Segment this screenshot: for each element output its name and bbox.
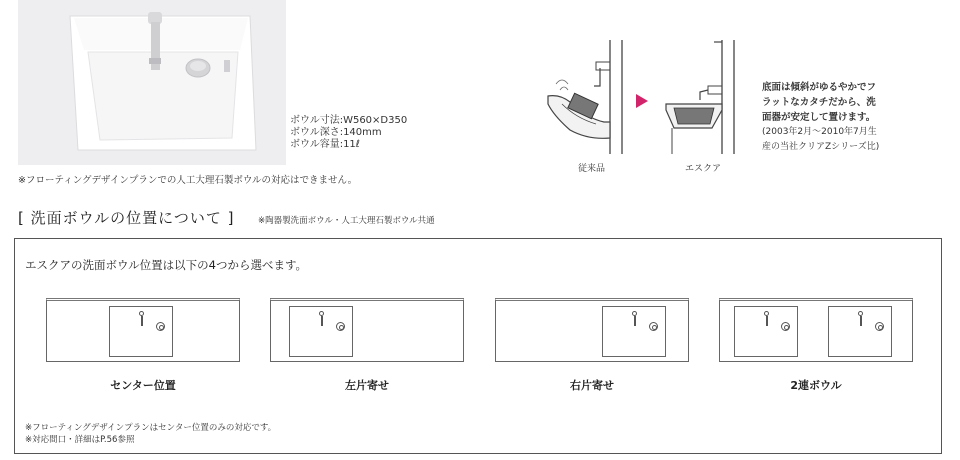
bowl-depth: ボウル深さ:140mm xyxy=(290,127,382,138)
arrow-icon xyxy=(636,94,648,108)
footnotes xyxy=(25,422,276,446)
bowl-diagram xyxy=(109,306,173,357)
bowl-specs xyxy=(290,115,407,151)
option-double xyxy=(719,298,913,393)
counter-diagram xyxy=(46,298,240,362)
footnote: ※フローティングデザインプランはセンター位置のみの対応です。 xyxy=(25,423,277,433)
bowl-size: ボウル寸法:W560×D350 xyxy=(290,115,408,126)
description-line: 面器が安定して置けます。 xyxy=(762,112,876,123)
drain-icon xyxy=(649,322,658,331)
option-left xyxy=(270,298,464,393)
drain-icon xyxy=(336,322,345,331)
option-label: 2連ボウル xyxy=(790,379,842,392)
bowl-capacity: ボウル容量:11ℓ xyxy=(290,139,360,150)
new-product-label: エスクア xyxy=(685,164,722,174)
comparison-illustration xyxy=(540,38,750,178)
option-center xyxy=(46,298,240,393)
drain-icon xyxy=(875,322,884,331)
description-sub: (2003年2月〜2010年7月生 xyxy=(762,127,877,137)
section-title: [ 洗面ボウルの位置について ] xyxy=(18,209,235,227)
drain-icon xyxy=(156,322,165,331)
description-sub: 産の当社クリアZシリーズ比) xyxy=(762,142,880,152)
bowl-position-box xyxy=(14,238,942,454)
bowl-diagram xyxy=(734,306,798,357)
option-right xyxy=(495,298,689,393)
bowl-diagram xyxy=(289,306,353,357)
counter-diagram xyxy=(495,298,689,362)
option-label: 左片寄せ xyxy=(345,379,389,392)
description-line: 底面は傾斜がゆるやかでフ xyxy=(762,82,877,93)
option-label: 右片寄せ xyxy=(570,379,614,392)
bowl-position-lead: エスクアの洗面ボウル位置は以下の4つから選べます。 xyxy=(25,258,308,272)
sink-photo xyxy=(18,0,286,165)
section-note: ※陶器製洗面ボウル・人工大理石製ボウル共通 xyxy=(258,216,435,226)
counter-diagram xyxy=(719,298,913,362)
drain-icon xyxy=(781,322,790,331)
description-line: ラットなカタチだから、洗 xyxy=(762,97,876,108)
old-product-label: 従来品 xyxy=(578,164,606,174)
bowl-diagram xyxy=(602,306,666,357)
counter-diagram xyxy=(270,298,464,362)
comparison-description xyxy=(762,80,879,155)
marble-note: ※フローティングデザインプランでの人工大理石製ボウルの対応はできません。 xyxy=(18,175,358,186)
bowl-diagram xyxy=(828,306,892,357)
option-label: センター位置 xyxy=(110,379,176,392)
footnote: ※対応間口・詳細はP.56参照 xyxy=(25,435,135,445)
